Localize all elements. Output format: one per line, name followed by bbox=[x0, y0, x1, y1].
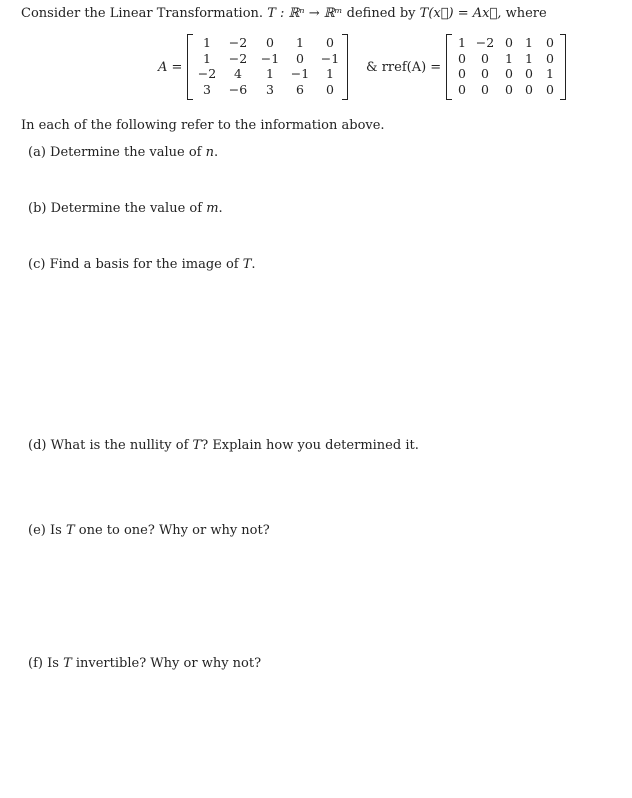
rref-entry: 1 bbox=[458, 35, 466, 50]
question-label: (d) bbox=[28, 438, 47, 453]
question-math: m bbox=[206, 201, 219, 216]
question-f bbox=[28, 656, 261, 671]
matrix-a-row bbox=[193, 82, 345, 98]
question-label: (a) bbox=[28, 145, 46, 160]
rref-entry: 0 bbox=[525, 81, 533, 97]
rref-entry: 0 bbox=[505, 81, 513, 97]
intro-map: T : ℝⁿ → ℝᵐ bbox=[267, 6, 343, 21]
matrix-a-entry: 0 bbox=[326, 35, 334, 50]
question-end: ? Explain how you determined it. bbox=[201, 438, 419, 453]
question-d bbox=[28, 438, 419, 453]
question-e bbox=[28, 523, 270, 538]
rref-entry: 0 bbox=[481, 50, 489, 66]
rref-entry: 1 bbox=[525, 50, 533, 66]
question-text: Is bbox=[47, 656, 59, 671]
question-end: . bbox=[214, 145, 219, 160]
question-text: Determine the value of bbox=[50, 201, 203, 216]
question-label: (c) bbox=[28, 257, 46, 272]
matrix-a-entry: 0 bbox=[266, 35, 274, 50]
matrix-a-entry: 0 bbox=[296, 50, 304, 66]
question-math: n bbox=[205, 145, 215, 160]
question-end: invertible? Why or why not? bbox=[71, 656, 262, 671]
matrix-a-entry: −6 bbox=[228, 81, 248, 97]
matrix-a-right-bracket bbox=[342, 34, 348, 100]
rref-entry: 0 bbox=[546, 50, 554, 66]
question-b bbox=[28, 201, 223, 216]
matrix-a bbox=[193, 35, 345, 97]
matrix-a-entry: −1 bbox=[260, 50, 280, 66]
rref-entry: 0 bbox=[458, 50, 466, 66]
question-text: Determine the value of bbox=[50, 145, 202, 160]
question-a bbox=[28, 145, 218, 160]
question-math: T bbox=[242, 257, 252, 272]
rref-matrix bbox=[452, 35, 562, 97]
rref-row bbox=[452, 35, 562, 51]
question-end: . bbox=[218, 201, 223, 216]
matrix-a-label: A = bbox=[158, 60, 183, 75]
intro-defined-by: defined by bbox=[346, 6, 416, 21]
rref-entry: 0 bbox=[481, 81, 489, 97]
rref-entry: 1 bbox=[505, 50, 513, 66]
matrix-a-entry: 1 bbox=[203, 50, 211, 66]
matrix-a-entry: 6 bbox=[296, 81, 304, 97]
rref-row bbox=[452, 82, 562, 98]
intro-line bbox=[21, 6, 547, 21]
matrix-a-row bbox=[193, 35, 345, 51]
matrix-a-entry: −1 bbox=[290, 66, 310, 81]
matrix-a-entry: −2 bbox=[228, 50, 248, 66]
rref-entry: 0 bbox=[505, 35, 513, 50]
matrix-a-entry: 0 bbox=[326, 81, 334, 97]
matrix-a-entry: 3 bbox=[266, 81, 274, 97]
matrix-a-entry: 1 bbox=[326, 66, 334, 81]
question-math: T bbox=[63, 656, 72, 671]
rref-entry: 0 bbox=[458, 66, 466, 81]
matrix-a-entry: 4 bbox=[234, 66, 242, 81]
matrix-a-entry: 1 bbox=[296, 35, 304, 50]
rref-entry: 0 bbox=[546, 35, 554, 50]
rref-entry: 0 bbox=[525, 66, 533, 81]
matrix-a-entry: 1 bbox=[266, 66, 274, 81]
question-label: (e) bbox=[28, 523, 46, 538]
rref-label: & rref(A) = bbox=[366, 60, 442, 75]
intro-lead: Consider the Linear Transformation. bbox=[21, 6, 264, 21]
rref-right-bracket bbox=[560, 34, 566, 100]
matrix-a-entry: 1 bbox=[203, 35, 211, 50]
question-label: (f) bbox=[28, 656, 43, 671]
matrix-a-row bbox=[193, 66, 345, 82]
prompt-text: In each of the following refer to the information above. bbox=[21, 118, 385, 133]
question-math: T bbox=[65, 523, 75, 538]
matrix-a-entry: −2 bbox=[197, 66, 217, 81]
rref-entry: 1 bbox=[546, 66, 554, 81]
matrix-a-row bbox=[193, 51, 345, 67]
rref-row bbox=[452, 66, 562, 82]
question-text: Find a basis for the image of bbox=[49, 257, 239, 272]
intro-where: where bbox=[505, 6, 547, 21]
question-end: one to one? Why or why not? bbox=[74, 523, 270, 538]
intro-formula: T(x⃗) = Ax⃗, bbox=[419, 6, 502, 21]
rref-entry: 0 bbox=[458, 81, 466, 97]
rref-entry: 0 bbox=[481, 66, 489, 81]
question-end: . bbox=[251, 257, 256, 272]
rref-entry: −2 bbox=[475, 35, 495, 50]
matrix-a-entry: 3 bbox=[203, 81, 211, 97]
question-text: What is the nullity of bbox=[50, 438, 189, 453]
matrix-a-entry: −1 bbox=[320, 50, 340, 66]
question-label: (b) bbox=[28, 201, 47, 216]
rref-row bbox=[452, 51, 562, 67]
rref-entry: 1 bbox=[525, 35, 533, 50]
matrix-a-entry: −2 bbox=[228, 35, 248, 50]
question-c bbox=[28, 257, 256, 272]
question-text: Is bbox=[49, 523, 62, 538]
rref-entry: 0 bbox=[546, 81, 554, 97]
question-math: T bbox=[192, 438, 202, 453]
rref-entry: 0 bbox=[505, 66, 513, 81]
